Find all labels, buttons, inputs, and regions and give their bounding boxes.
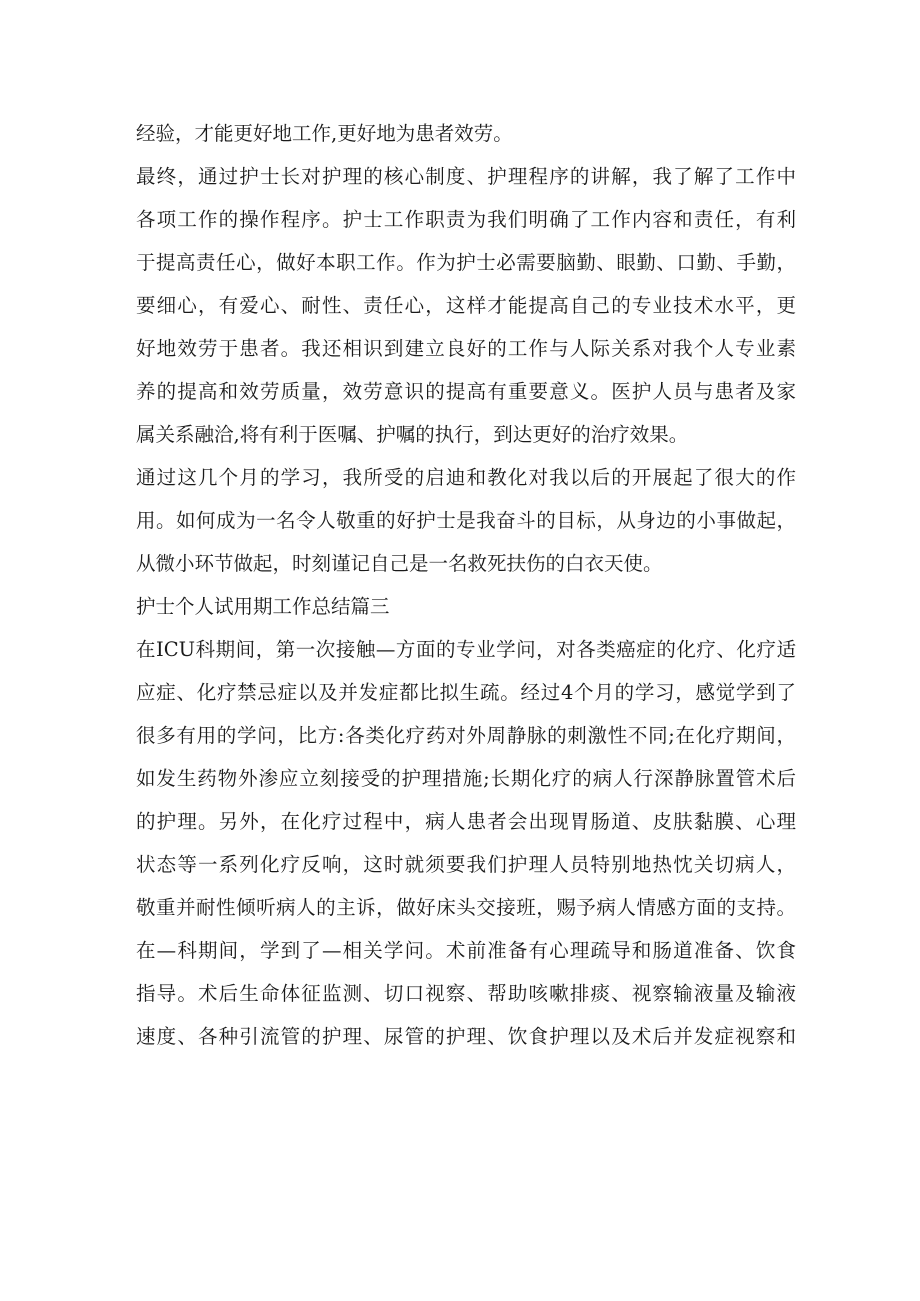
text-line: 用。如何成为一名令人敬重的好护士是我奋斗的目标，从身边的小事做起， [136, 509, 796, 532]
section-heading: 护士个人试用期工作总结篇三 [136, 595, 390, 618]
text-line: 很多有用的学问，比方:各类化疗药对外周静脉的刺激性不同;在化疗期间， [136, 724, 796, 747]
text-line: 的护理。另外，在化疗过程中，病人患者会出现胃肠道、皮肤黏膜、心理 [136, 810, 796, 833]
text-line: 从微小环节做起，时刻谨记自己是一名救死扶伤的白衣天使。 [136, 552, 663, 575]
text-line: 指导。术后生命体征监测、切口视察、帮助咳嗽排痰、视察输液量及输液 [136, 982, 796, 1005]
text-line: 养的提高和效劳质量，效劳意识的提高有重要意义。医护人员与患者及家 [136, 380, 796, 403]
text-line: 各项工作的操作程序。护士工作职责为我们明确了工作内容和责任，有利 [136, 208, 796, 231]
text-line: 要细心，有爱心、耐性、责任心，这样才能提高自己的专业技术水平，更 [136, 294, 796, 317]
text-line: 最终，通过护士长对护理的核心制度、护理程序的讲解，我了解了工作中 [136, 165, 796, 188]
text-line: 如发生药物外渗应立刻接受的护理措施;长期化疗的病人行深静脉置管术后 [136, 767, 796, 790]
text-line: 状态等一系列化疗反响，这时就须要我们护理人员特别地热忱关切病人， [136, 853, 796, 876]
text-line: 经验，才能更好地工作,更好地为患者效劳。 [136, 122, 513, 145]
text-line: 敬重并耐性倾听病人的主诉，做好床头交接班，赐予病人情感方面的支持。 [136, 896, 796, 919]
text-line: 应症、化疗禁忌症以及并发症都比拟生疏。经过4个月的学习，感觉学到了 [136, 681, 796, 704]
text-line: 于提高责任心，做好本职工作。作为护士必需要脑勤、眼勤、口勤、手勤， [136, 251, 796, 274]
document-body [136, 112, 796, 1058]
text-line: 在ICU科期间，第一次接触—方面的专业学问，对各类癌症的化疗、化疗适 [136, 638, 796, 661]
text-line: 好地效劳于患者。我还相识到建立良好的工作与人际关系对我个人专业素 [136, 337, 796, 360]
text-line: 在—科期间，学到了—相关学问。术前准备有心理疏导和肠道准备、饮食 [136, 939, 796, 962]
text-line: 通过这几个月的学习，我所受的启迪和教化对我以后的开展起了很大的作 [136, 466, 796, 489]
text-line: 属关系融洽,将有利于医嘱、护嘱的执行，到达更好的治疗效果。 [136, 423, 689, 446]
text-line: 速度、各种引流管的护理、尿管的护理、饮食护理以及术后并发症视察和 [136, 1025, 796, 1048]
